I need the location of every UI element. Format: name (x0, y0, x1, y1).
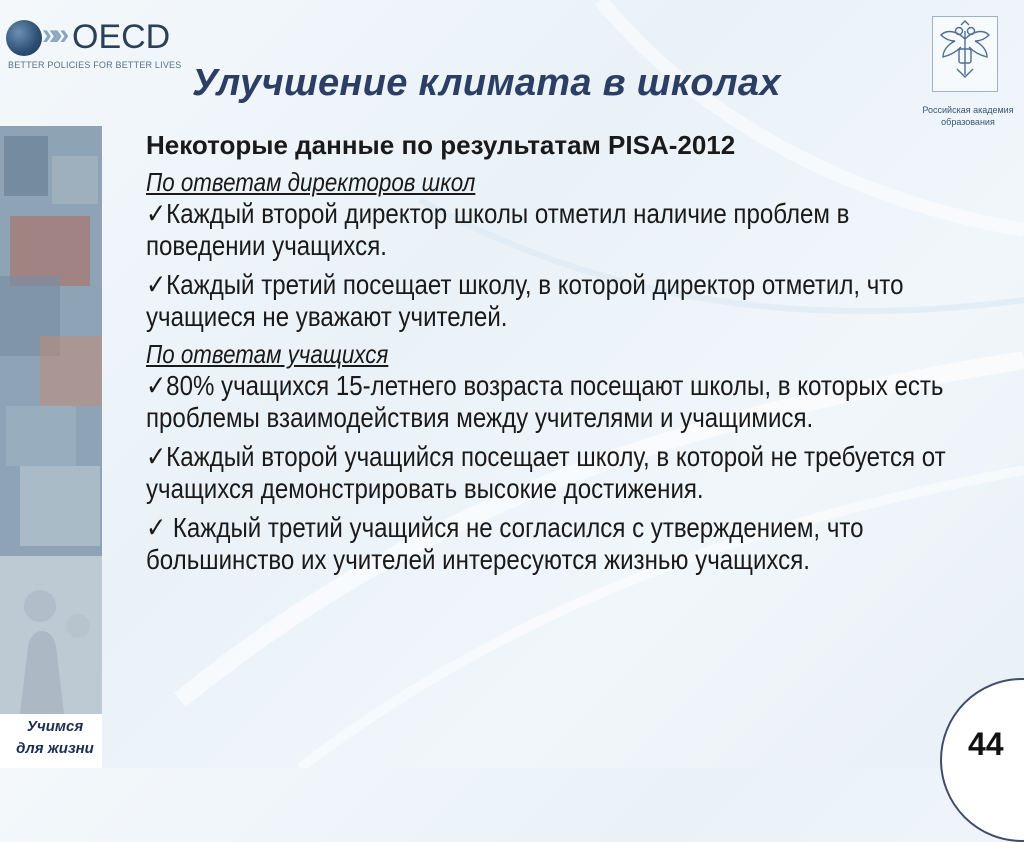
photo-collage (0, 126, 102, 714)
bullet-item: ✓80% учащихся 15-летнего возраста посещают школы, в которых есть проблемы взаимодействия между учителями и учащимися. (146, 370, 944, 433)
globe-icon (6, 20, 42, 56)
emblem-logo (932, 16, 998, 92)
chevron-icon: »» (42, 18, 64, 51)
bullet-item: ✓Каждый третий посещает школу, в которой директор отметил, что учащиеся не уважают учителей. (146, 269, 904, 332)
decorative-photo-strip (0, 126, 102, 714)
oecd-logo (6, 16, 181, 76)
page-number: 44 (968, 726, 1004, 762)
page-title: Улучшение климата в школах (192, 62, 781, 104)
slogan-line-2: для жизни (16, 740, 94, 757)
oecd-logo-name: OECD (72, 18, 171, 56)
bullet-item: ✓Каждый второй директор школы отметил наличие проблем в поведении учащихся. (146, 198, 850, 261)
bullet-item: ✓Каждый второй учащийся посещает школу, в которой не требуется от учащихся демонстрировать высокие достижения. (146, 441, 946, 504)
double-headed-eagle-icon (933, 17, 997, 91)
content-area (146, 128, 966, 583)
slogan-line-1: Учимся (26, 718, 84, 735)
content-subtitle: Некоторые данные по результатам PISA-2012 (146, 130, 736, 160)
section-heading-students: По ответам учащихся (146, 339, 389, 369)
slogan (0, 716, 110, 760)
bullet-item: ✓ Каждый третий учащийся не согласился с утверждением, что большинство их учителей интересуются жизнью учащихся. (146, 512, 864, 575)
section-heading-directors: По ответам директоров школ (146, 167, 476, 197)
emblem-caption: Российская академия образования (922, 105, 1014, 127)
oecd-logo-tagline: BETTER POLICIES FOR BETTER LIVES (8, 60, 182, 70)
